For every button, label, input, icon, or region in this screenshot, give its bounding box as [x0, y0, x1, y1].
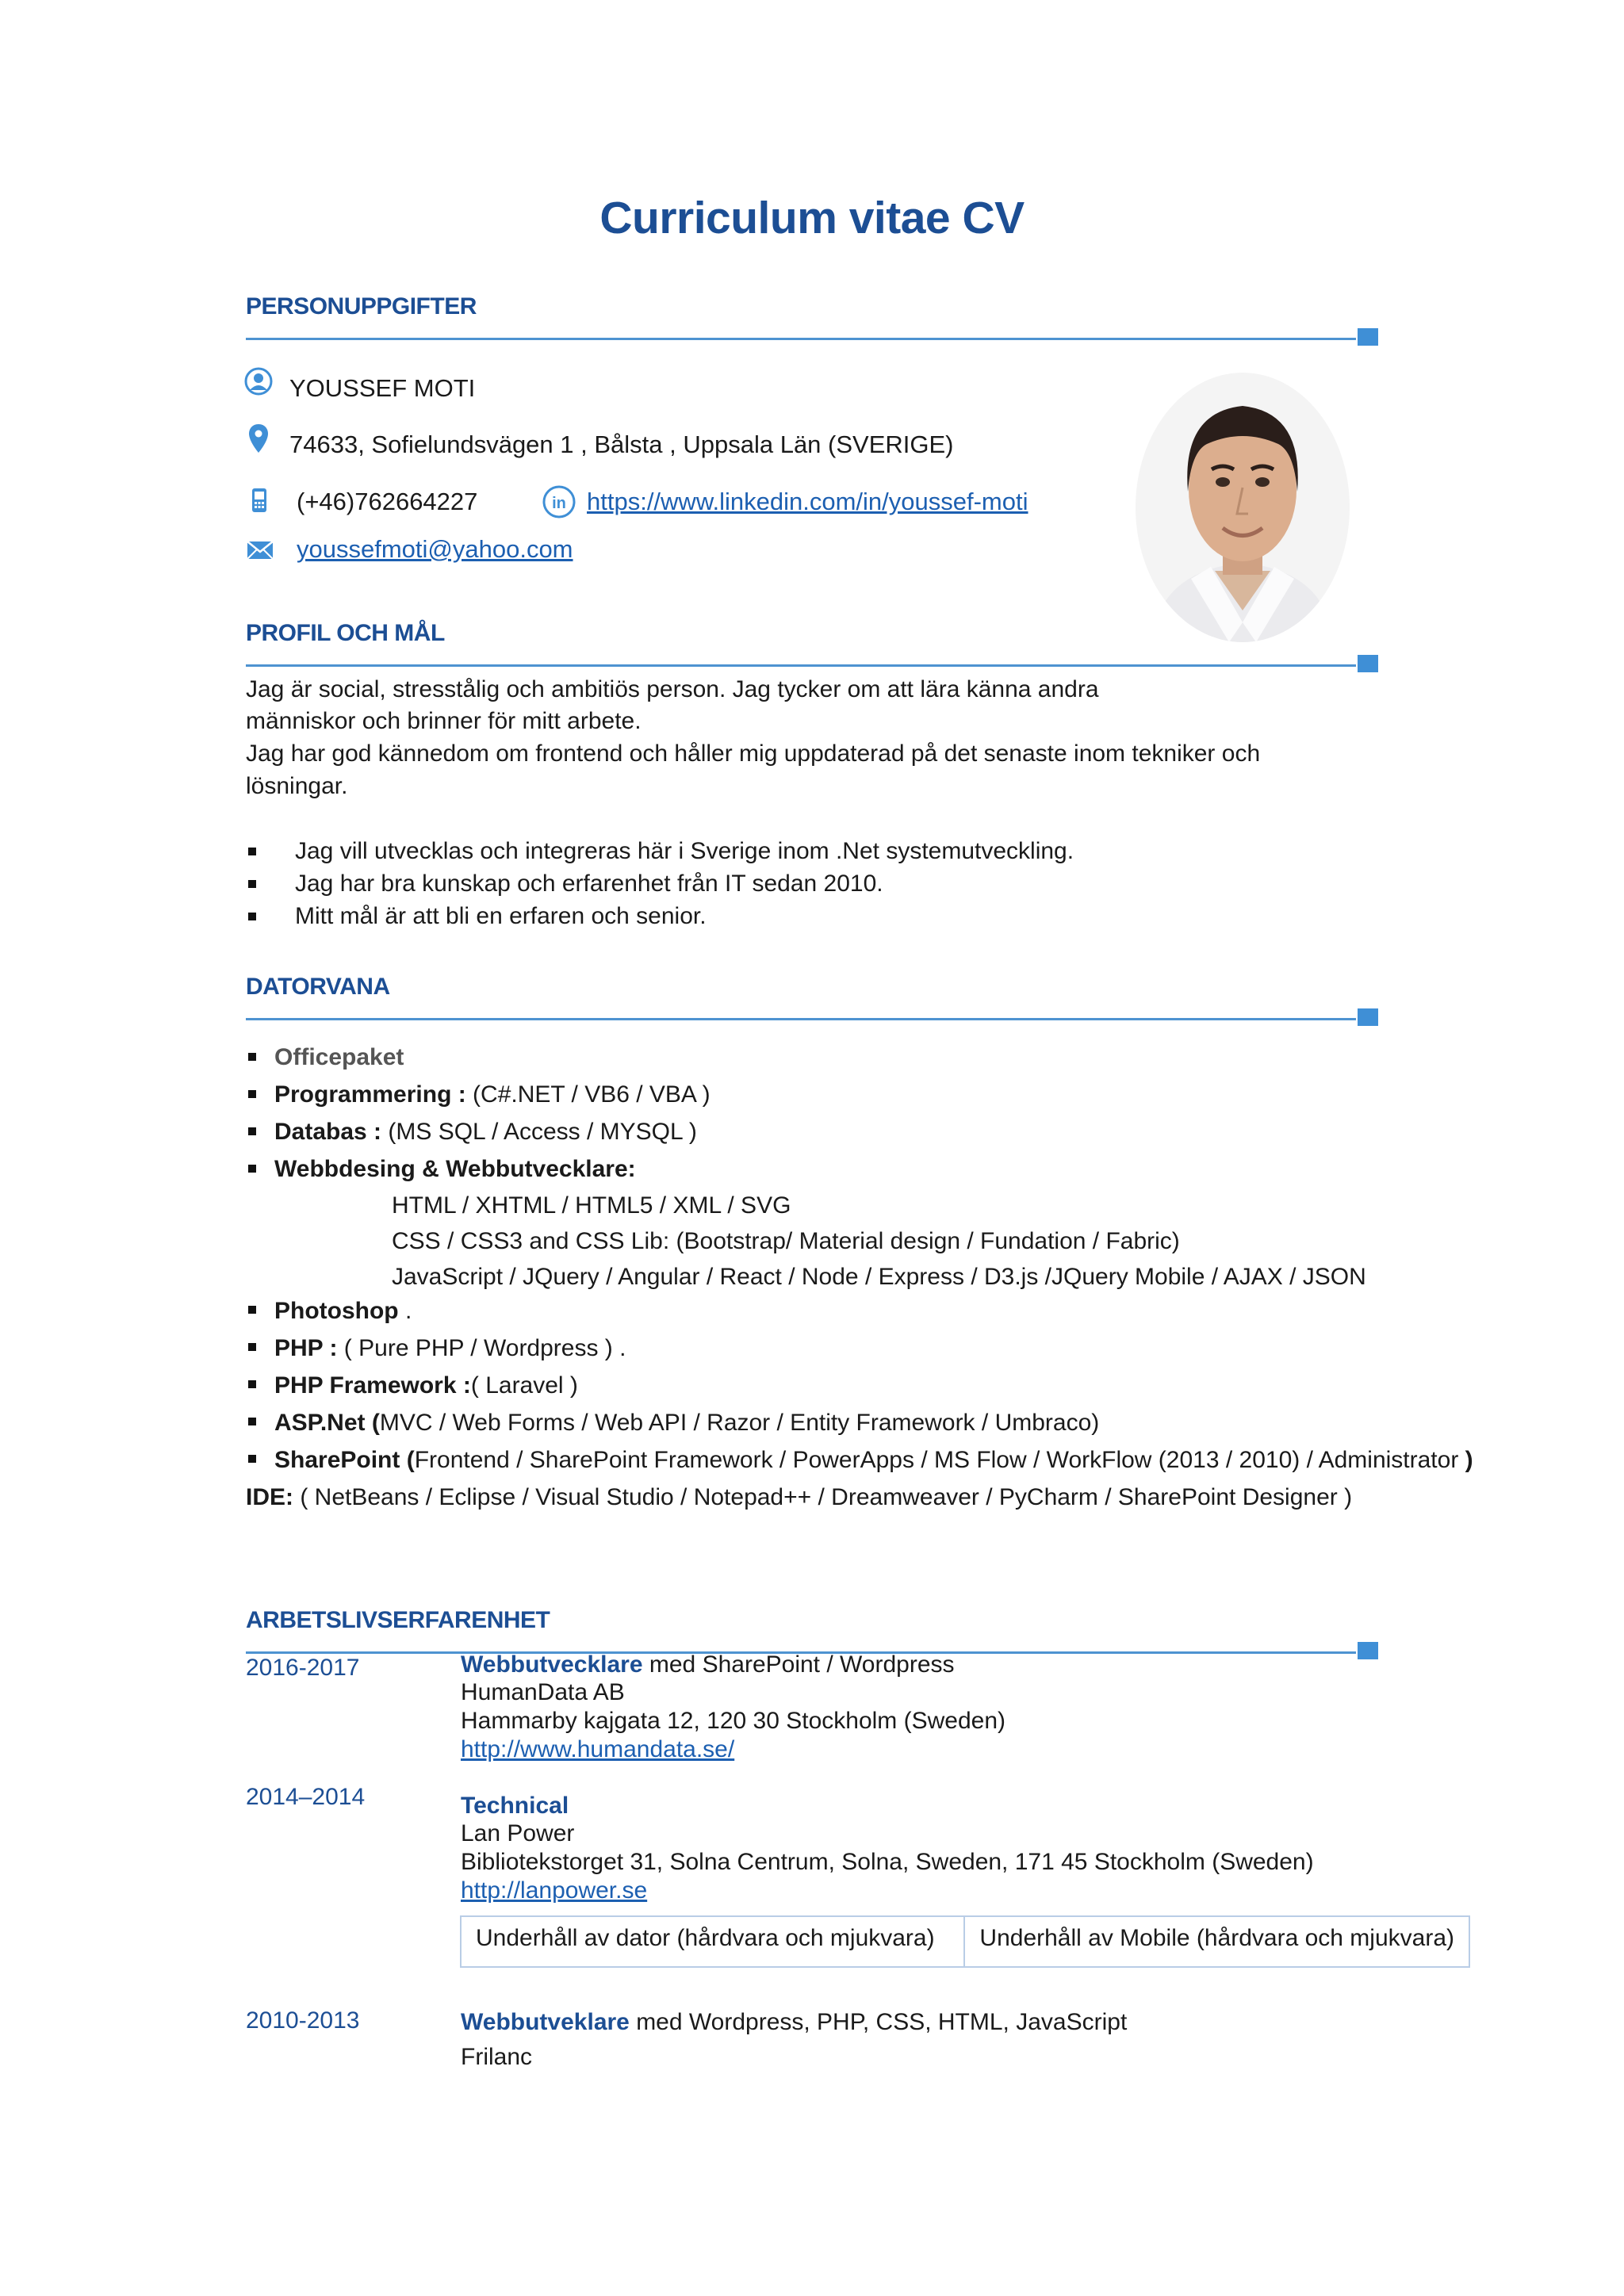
- section-marker: [1358, 1642, 1378, 1659]
- bullet: [248, 1306, 256, 1314]
- job-title: Webbutveklare med Wordpress, PHP, CSS, HTML, JavaScript: [461, 2009, 1128, 2035]
- skill-item: Photoshop .: [274, 1298, 412, 1324]
- skill-item: Webbdesing & Webbutvecklare:: [274, 1156, 636, 1182]
- skill-item: PHP : ( Pure PHP / Wordpress ) .: [274, 1335, 626, 1361]
- task-cell: Underhåll av dator (hårdvara och mjukvara): [476, 1925, 935, 1951]
- job-years: 2014–2014: [246, 1784, 366, 1810]
- user-icon: [244, 367, 273, 396]
- skill-item: ASP.Net (MVC / Web Forms / Web API / Razor / Entity Framework / Umbraco): [274, 1410, 1100, 1436]
- bullet: [248, 1090, 256, 1098]
- bullet: [248, 880, 256, 888]
- job-years: 2010-2013: [246, 2007, 360, 2034]
- bullet: [248, 1127, 256, 1135]
- profile-text: lösningar.: [246, 773, 348, 799]
- address: 74633, Sofielundsvägen 1 , Bålsta , Uppsala Län (SVERIGE): [289, 430, 954, 458]
- linkedin-link[interactable]: https://www.linkedin.com/in/youssef-moti: [587, 488, 1028, 515]
- section-marker: [1358, 1008, 1378, 1026]
- job-title: Webbutvecklare med SharePoint / Wordpress: [461, 1651, 955, 1678]
- ide-line: IDE: ( NetBeans / Eclipse / Visual Studio / Notepad++ / Dreamweaver / PyCharm / SharePoint Designer ): [246, 1484, 1353, 1510]
- section-title: PERSONUPPGIFTER: [246, 293, 477, 320]
- section-title: DATORVANA: [246, 974, 390, 1000]
- skill-subitem: HTML / XHTML / HTML5 / XML / SVG: [392, 1192, 791, 1219]
- section-marker: [1358, 655, 1378, 672]
- profile-text: Jag har god kännedom om frontend och håller mig uppdaterad på det senaste inom tekniker och: [246, 740, 1261, 767]
- bullet: [248, 1053, 256, 1061]
- section-header-personal: [246, 293, 1380, 349]
- job-company: Frilanc: [461, 2044, 533, 2070]
- skill-item: Officepaket: [274, 1044, 404, 1070]
- section-rule: [246, 338, 1356, 340]
- skill-item: Programmering : (C#.NET / VB6 / VBA ): [274, 1081, 710, 1108]
- bullet: [248, 848, 256, 855]
- job-company: Lan Power: [461, 1820, 575, 1846]
- job-years: 2016-2017: [246, 1655, 360, 1681]
- section-title: ARBETSLIVSERFARENHET: [246, 1607, 550, 1633]
- full-name: YOUSSEF MOTI: [289, 374, 476, 402]
- skill-item: PHP Framework :( Laravel ): [274, 1372, 578, 1399]
- phone-number: (+46)762664227: [297, 488, 478, 515]
- task-cell: Underhåll av Mobile (hårdvara och mjukvara): [963, 1917, 1469, 1966]
- goal-item: Jag vill utvecklas och integreras här i Sverige inom .Net systemutveckling.: [295, 838, 1074, 864]
- svg-text:in: in: [552, 495, 566, 512]
- phone-icon: [251, 487, 268, 514]
- skill-subitem: CSS / CSS3 and CSS Lib: (Bootstrap/ Material design / Fundation / Fabric): [392, 1228, 1180, 1254]
- profile-text: människor och brinner för mitt arbete.: [246, 708, 642, 734]
- profile-photo: [1136, 373, 1350, 642]
- bullet: [248, 1455, 256, 1463]
- job-title: Technical: [461, 1793, 569, 1819]
- goal-item: Jag har bra kunskap och erfarenhet från IT sedan 2010.: [295, 871, 883, 897]
- linkedin-icon: [542, 485, 576, 519]
- section-marker: [1358, 328, 1378, 346]
- job-url[interactable]: http://www.humandata.se/: [461, 1736, 735, 1762]
- location-pin-icon: [247, 423, 270, 454]
- bullet: [248, 913, 256, 920]
- section-rule: [246, 664, 1356, 667]
- job-address: Bibliotekstorget 31, Solna Centrum, Solna, Sweden, 171 45 Stockholm (Sweden): [461, 1849, 1314, 1875]
- section-rule: [246, 1018, 1356, 1020]
- section-title: PROFIL OCH MÅL: [246, 620, 445, 646]
- skill-item: Databas : (MS SQL / Access / MYSQL ): [274, 1119, 697, 1145]
- email-link[interactable]: youssefmoti@yahoo.com: [297, 535, 573, 563]
- job-url[interactable]: http://lanpower.se: [461, 1877, 648, 1904]
- skill-subitem: JavaScript / JQuery / Angular / React / Node / Express / D3.js /JQuery Mobile / AJAX / JSON: [392, 1264, 1366, 1290]
- profile-text: Jag är social, stresstålig och ambitiös person. Jag tycker om att lära känna andra: [246, 676, 1099, 702]
- task-table: [460, 1915, 1470, 1968]
- section-header-skills: [246, 974, 1380, 1029]
- skill-item: SharePoint (Frontend / SharePoint Framework / PowerApps / MS Flow / WorkFlow (2013 / 2010) / Administrator ): [274, 1447, 1473, 1473]
- section-header-profile: [246, 620, 1380, 675]
- bullet: [248, 1165, 256, 1173]
- bullet: [248, 1380, 256, 1388]
- job-company: HumanData AB: [461, 1679, 625, 1705]
- job-address: Hammarby kajgata 12, 120 30 Stockholm (Sweden): [461, 1708, 1006, 1734]
- bullet: [248, 1418, 256, 1425]
- page-title: Curriculum vitae CV: [599, 193, 1025, 243]
- envelope-icon: [246, 539, 274, 561]
- bullet: [248, 1343, 256, 1351]
- goal-item: Mitt mål är att bli en erfaren och senior.: [295, 903, 707, 929]
